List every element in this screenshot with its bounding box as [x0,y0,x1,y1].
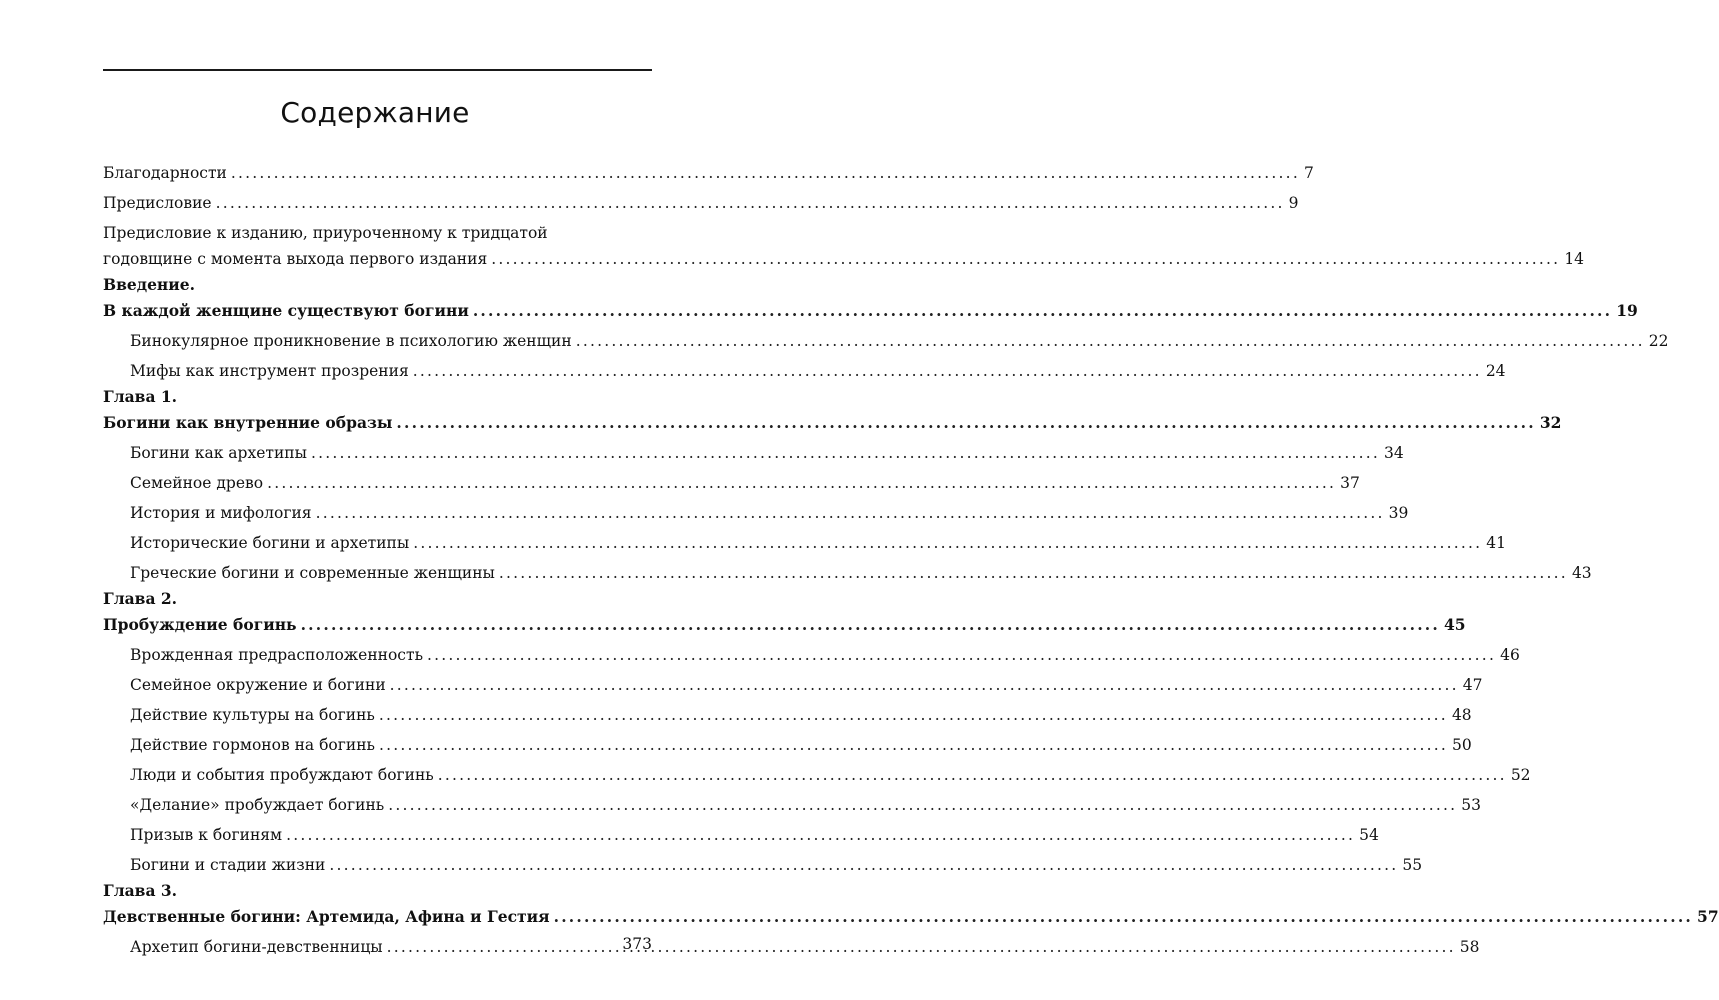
toc-entry-anniversary-preface-line1: Предисловие к изданию, приуроченному к тридцатой [103,224,548,242]
toc-entry-page: 37 [1340,474,1360,492]
toc-entry-title: Семейное древо [130,474,264,492]
toc-entry-page: 19 [1616,301,1638,320]
toc-entry-title: Богини как архетипы [130,444,307,462]
toc-entry-ch2-1 [103,642,1520,668]
toc-entry-title: Бинокулярное проникновение в психологию женщин [130,332,572,350]
toc-chapter-1 [103,410,1562,436]
toc-entry-title: Благодарности [103,164,227,182]
toc-entry-page: 50 [1452,736,1472,754]
dot-leader [473,298,1612,324]
toc-entry-page: 53 [1461,796,1482,814]
toc-entry-page: 47 [1462,676,1483,694]
toc-entry-ch1-4 [103,530,1506,556]
toc-entry-page: 22 [1648,332,1669,350]
toc-entry-title: История и мифология [130,504,312,522]
toc-chapter-2 [103,612,1466,638]
toc-entry-ch1-3 [103,500,1409,526]
toc-entry-title: Предисловие [103,194,212,212]
toc-entry-title: Семейное окружение и богини [130,676,386,694]
toc-entry-title: «Делание» пробуждает богинь [130,796,385,814]
toc-entry-page: 46 [1500,646,1520,664]
toc-entry-ch1-5 [103,560,1592,586]
toc-entry-title: Пробуждение богинь [103,615,297,634]
toc-entry-title: Призыв к богиням [130,826,283,844]
toc-entry-page: 24 [1485,362,1506,380]
toc-entry-intro-2 [103,358,1506,384]
toc-entry-page: 48 [1451,706,1472,724]
dot-leader [427,642,1496,668]
toc-entry-page: 14 [1564,250,1585,268]
dot-leader [554,904,1693,930]
dot-leader [388,792,1457,818]
toc-entry-title: Действие культуры на богинь [130,706,375,724]
dot-leader [267,470,1336,496]
page-title: Содержание [280,96,470,129]
toc-entry-page: 52 [1510,766,1531,784]
dot-leader [379,702,1448,728]
toc-entry-page: 54 [1359,826,1379,844]
dot-leader [491,246,1560,272]
dot-leader [329,852,1398,878]
toc-entry-title: Богини как внутренние образы [103,413,393,432]
toc-entry-title: годовщине с момента выхода первого издания [103,250,488,268]
dot-leader [390,672,1459,698]
toc-entry-page: 57 [1697,907,1719,926]
toc-entry-page: 43 [1571,564,1592,582]
toc-entry-page: 58 [1459,938,1480,956]
dot-leader [413,358,1482,384]
toc-chapter-label-intro: Введение. [103,275,196,294]
toc-entry-preface [103,190,1299,216]
toc-entry-ch2-2 [103,672,1483,698]
top-rule [103,69,652,71]
toc-entry-title: Греческие богини и современные женщины [130,564,495,582]
dot-leader [576,328,1645,354]
toc-entry-ch1-2 [103,470,1360,496]
toc-entry-page: 32 [1539,413,1562,432]
toc-entry-title: Врожденная предрасположенность [130,646,424,664]
toc-entry-title: Люди и события пробуждают богинь [130,766,434,784]
toc-entry-page: 45 [1444,615,1466,634]
table-of-contents [103,160,1719,960]
toc-entry-title: В каждой женщине существуют богини [103,301,469,320]
toc-entry-page: 7 [1303,164,1314,182]
toc-entry-intro-1 [103,328,1669,354]
toc-entry-page: 55 [1402,856,1423,874]
toc-entry-ch2-5 [103,762,1531,788]
toc-entry-title: Действие гормонов на богинь [130,736,375,754]
dot-leader [301,612,1440,638]
dot-leader [216,190,1285,216]
toc-entry-page: 34 [1384,444,1404,462]
toc-entry-title: Богини и стадии жизни [130,856,326,874]
dot-leader [499,560,1568,586]
dot-leader [413,530,1482,556]
toc-chapter-label-3: Глава 3. [103,881,178,900]
dot-leader [379,732,1448,758]
dot-leader [387,934,1456,960]
dot-leader [286,822,1355,848]
toc-entry-page: 39 [1388,504,1409,522]
toc-chapter-3 [103,904,1719,930]
dot-leader [311,440,1380,466]
dot-leader [231,160,1300,186]
toc-entry-page: 9 [1288,194,1299,212]
toc-entry-ch1-1 [103,440,1404,466]
toc-entry-ch2-4 [103,732,1472,758]
toc-entry-title: Девственные богини: Артемида, Афина и Гестия [103,907,550,926]
toc-entry-ch2-3 [103,702,1472,728]
toc-entry-page: 41 [1486,534,1506,552]
dot-leader [316,500,1385,526]
toc-entry-title: Архетип богини-девственницы [130,938,383,956]
toc-entry-ch2-6 [103,792,1482,818]
toc-chapter-label-2: Глава 2. [103,589,178,608]
dot-leader [396,410,1535,436]
toc-chapter-label-1: Глава 1. [103,387,178,406]
toc-entry-ch2-8 [103,852,1423,878]
toc-entry-acknowledgements [103,160,1314,186]
toc-entry-ch3-1 [103,934,1480,960]
page-number: 373 [622,935,652,953]
toc-entry-anniversary-preface [103,246,1585,272]
toc-chapter-intro [103,298,1638,324]
dot-leader [438,762,1507,788]
toc-entry-title: Мифы как инструмент прозрения [130,362,409,380]
toc-entry-ch2-7 [103,822,1379,848]
toc-entry-title: Исторические богини и архетипы [130,534,410,552]
